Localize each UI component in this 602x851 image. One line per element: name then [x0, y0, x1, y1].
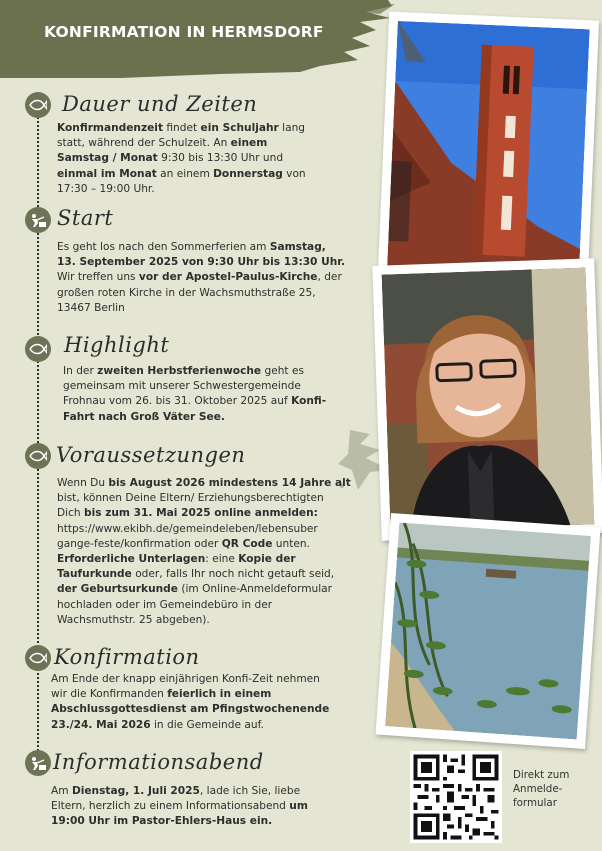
- section-body-informationsabend: Am Dienstag, 1. Juli 2025, lade ich Sie, liebe Eltern, herzlich zu einem Informationsabend um 19:00 Uhr im Pastor-Ehlers-Haus ein.: [51, 785, 308, 828]
- fish-icon: [25, 336, 51, 362]
- section-body-dauer: Konfirmandenzeit findet ein Schuljahr lang statt, während der Schulzeit. An einem Samstag / Monat 9:30 bis 13:30 Uhr und einmal im Monat an einem Donnerstag von 17:30 – 19:00 Uhr.: [57, 122, 306, 195]
- section-body-start: Es geht los nach den Sommerferien am Samstag, 13. September 2025 von 9:30 Uhr bis 13:30 Uhr. Wir treffen uns vor der Apostel-Paulus-Kirche, der großen roten Kirche in der Wachsmuthstraße 25, 13467 Berlin: [57, 241, 346, 314]
- photo-pastor-portrait: [372, 258, 602, 541]
- section-heading-dauer: Dauer und Zeiten: [62, 92, 258, 116]
- fish-icon: [25, 92, 51, 118]
- qr-code[interactable]: [410, 751, 502, 843]
- construction-worker-icon: [25, 207, 51, 233]
- section-body-konfirmation: Am Ende der knapp einjährigen Konfi-Zeit nehmen wir die Konfirmanden feierlich in einem Abschlussgottesdienst am Pfingstwochenende 23./24. Mai 2026 in die Gemeinde auf.: [51, 673, 330, 731]
- fish-icon: [25, 443, 51, 469]
- section-heading-informationsabend: Informationsabend: [53, 750, 264, 774]
- section-heading-start: Start: [57, 206, 114, 230]
- section-heading-konfirmation: Konfirmation: [54, 645, 200, 669]
- section-heading-highlight: Highlight: [64, 333, 170, 357]
- construction-worker-icon: [25, 750, 51, 776]
- fish-icon: [25, 645, 51, 671]
- photo-lake: [376, 513, 601, 749]
- page-title: KONFIRMATION IN HERMSDORF: [44, 23, 324, 41]
- qr-code-caption: Direkt zum Anmelde- formular: [513, 769, 570, 810]
- section-heading-voraussetzungen: Voraussetzungen: [56, 443, 246, 467]
- section-body-voraussetzungen: Wenn Du bis August 2026 mindestens 14 Jahre alt bist, können Deine Eltern/ Erziehungsberechtigten Dich bis zum 31. Mai 2025 online anmelden: https://www.ekibh.de/gemeindeleben/lebensuber gange-feste/konfirmation oder QR Code unten. Erforderliche Unterlagen: eine Kopie der Taufurkunde oder, falls Ihr noch nicht getauft seid, der Geburtsurkunde (im Online-Anmeldeformular hochladen oder im Gemeindebüro in der Wachsmuthstr. 25 abgeben).: [57, 477, 351, 626]
- section-body-highlight: In der zweiten Herbstferienwoche geht es gemeinsam mit unserer Schwestergemeinde Frohnau vom 26. bis 31. Oktober 2025 auf Konfi- Fahrt nach Groß Väter See.: [63, 365, 327, 423]
